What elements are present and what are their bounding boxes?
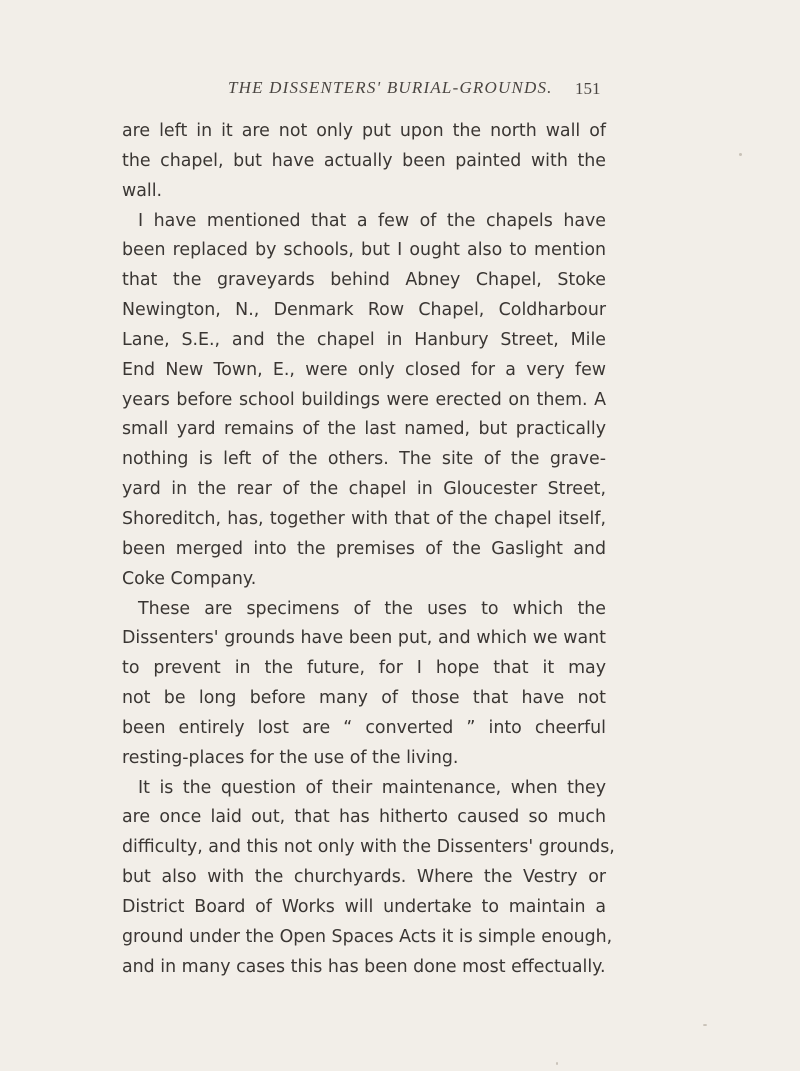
paragraph-1 <box>122 117 606 207</box>
text-line: Coke Company. <box>122 568 257 589</box>
text-line: been entirely lost are “ converted ” into cheerful <box>122 717 606 738</box>
text-line: difficulty, and this not only with the Dissenters' grounds, <box>122 837 615 858</box>
text-line: are once laid out, that has hitherto caused so much <box>122 807 606 828</box>
text-line: District Board of Works will undertake to maintain a <box>122 896 606 917</box>
text-line: yard in the rear of the chapel in Gloucester Street, <box>122 479 606 500</box>
text-line: the chapel, but have actually been painted with the <box>122 150 606 171</box>
paper-speck <box>739 153 742 156</box>
paragraph-3 <box>122 595 606 774</box>
text-line: that the graveyards behind Abney Chapel, Stoke <box>122 270 606 291</box>
text-line: It is the question of their maintenance, when they <box>138 777 606 798</box>
paper-speck <box>703 1024 707 1026</box>
text-line: been merged into the premises of the Gaslight and <box>122 538 606 559</box>
text-line: Newington, N., Denmark Row Chapel, Coldharbour <box>122 300 606 321</box>
paper-speck <box>556 1062 558 1065</box>
running-head <box>0 78 800 102</box>
text-line: Shoreditch, has, together with that of the chapel itself, <box>122 508 606 529</box>
text-line: resting-places for the use of the living. <box>122 747 459 768</box>
text-line: not be long before many of those that have not <box>122 688 606 709</box>
body-text <box>122 117 615 982</box>
text-line: are left in it are not only put upon the north wall of <box>122 121 606 141</box>
text-line: Lane, S.E., and the chapel in Hanbury Street, Mile <box>122 329 606 350</box>
text-line: wall. <box>122 180 163 201</box>
paragraph-4 <box>122 774 615 983</box>
running-title: THE DISSENTERS' BURIAL-GROUNDS. <box>228 78 553 97</box>
text-line: and in many cases this has been done most effectually. <box>122 956 606 977</box>
text-line: I have mentioned that a few of the chapels have <box>138 210 606 231</box>
text-line: small yard remains of the last named, but practically <box>122 419 606 440</box>
text-line: These are specimens of the uses to which the <box>138 598 606 619</box>
text-line: been replaced by schools, but I ought also to mention <box>122 240 606 261</box>
page-number: 151 <box>575 79 601 98</box>
text-line: but also with the churchyards. Where the Vestry or <box>122 867 606 888</box>
text-line: years before school buildings were erected on them. A <box>122 389 606 410</box>
text-line: to prevent in the future, for I hope that it may <box>122 658 606 679</box>
text-line: End New Town, E., were only closed for a very few <box>122 359 606 380</box>
text-line: Dissenters' grounds have been put, and which we want <box>122 628 606 649</box>
paragraph-2 <box>122 207 606 595</box>
text-line: nothing is left of the others. The site of the grave- <box>122 449 606 470</box>
text-line: ground under the Open Spaces Acts it is simple enough, <box>122 926 613 947</box>
